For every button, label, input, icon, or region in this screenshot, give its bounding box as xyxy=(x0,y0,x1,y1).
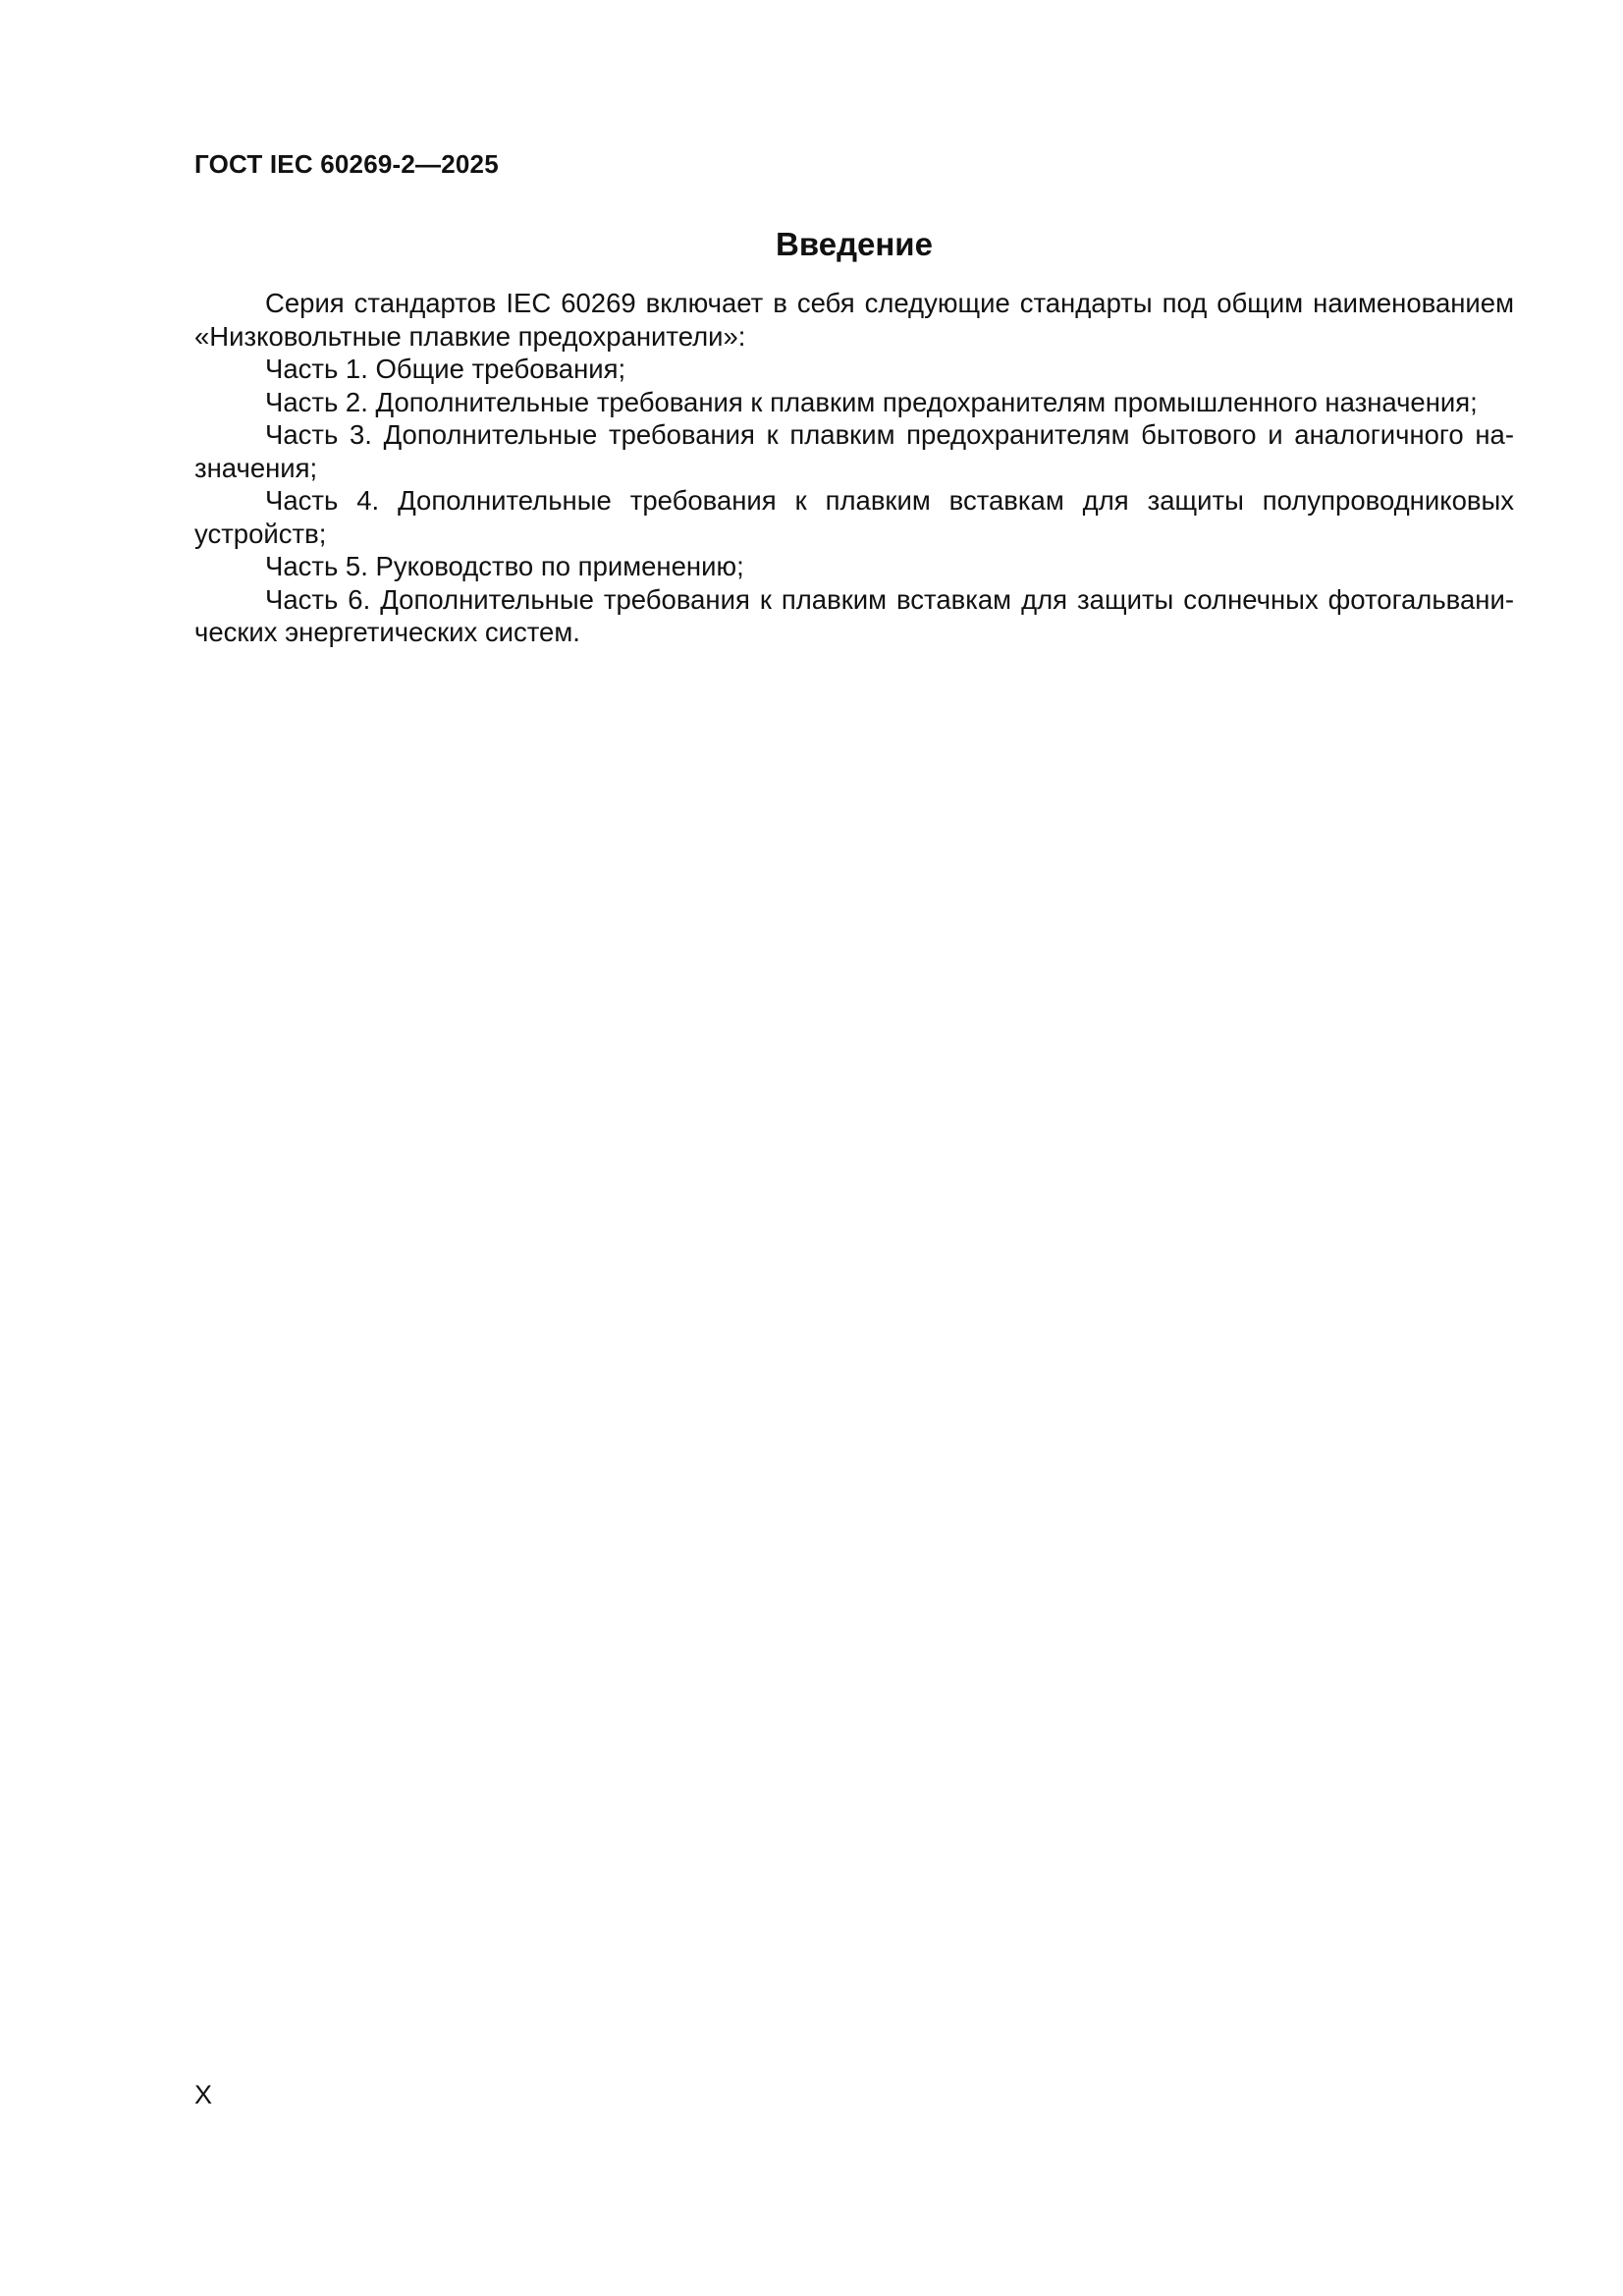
intro-paragraph: Серия стандартов IEC 60269 включает в себя следующие стандарты под общим наименованием «Низковольтные плавкие предохранители»: xyxy=(194,288,1514,352)
body-text xyxy=(194,287,1514,649)
list-item-part-5: Часть 5. Руководство по применению; xyxy=(265,551,744,581)
list-item-part-1: Часть 1. Общие требования; xyxy=(265,354,626,384)
list-item-part-4: Часть 4. Дополнительные требования к плавким вставкам для защиты полупроводниковых устройств; xyxy=(194,485,1514,549)
page-number: X xyxy=(194,2080,213,2109)
list-item-part-6: Часть 6. Дополнительные требования к плавким вставкам для защиты солнечных фотогальванических энергетических систем. xyxy=(194,583,1514,647)
section-title: Введение xyxy=(776,226,933,262)
document-code-header: ГОСТ IEC 60269-2—2025 xyxy=(194,149,499,179)
list-item-part-2: Часть 2. Дополнительные требования к плавким предохранителям промышленного назначения; xyxy=(265,386,1478,417)
list-item-part-3: Часть 3. Дополнительные требования к плавким предохранителям бытового и аналогичного назначения; xyxy=(194,419,1514,483)
